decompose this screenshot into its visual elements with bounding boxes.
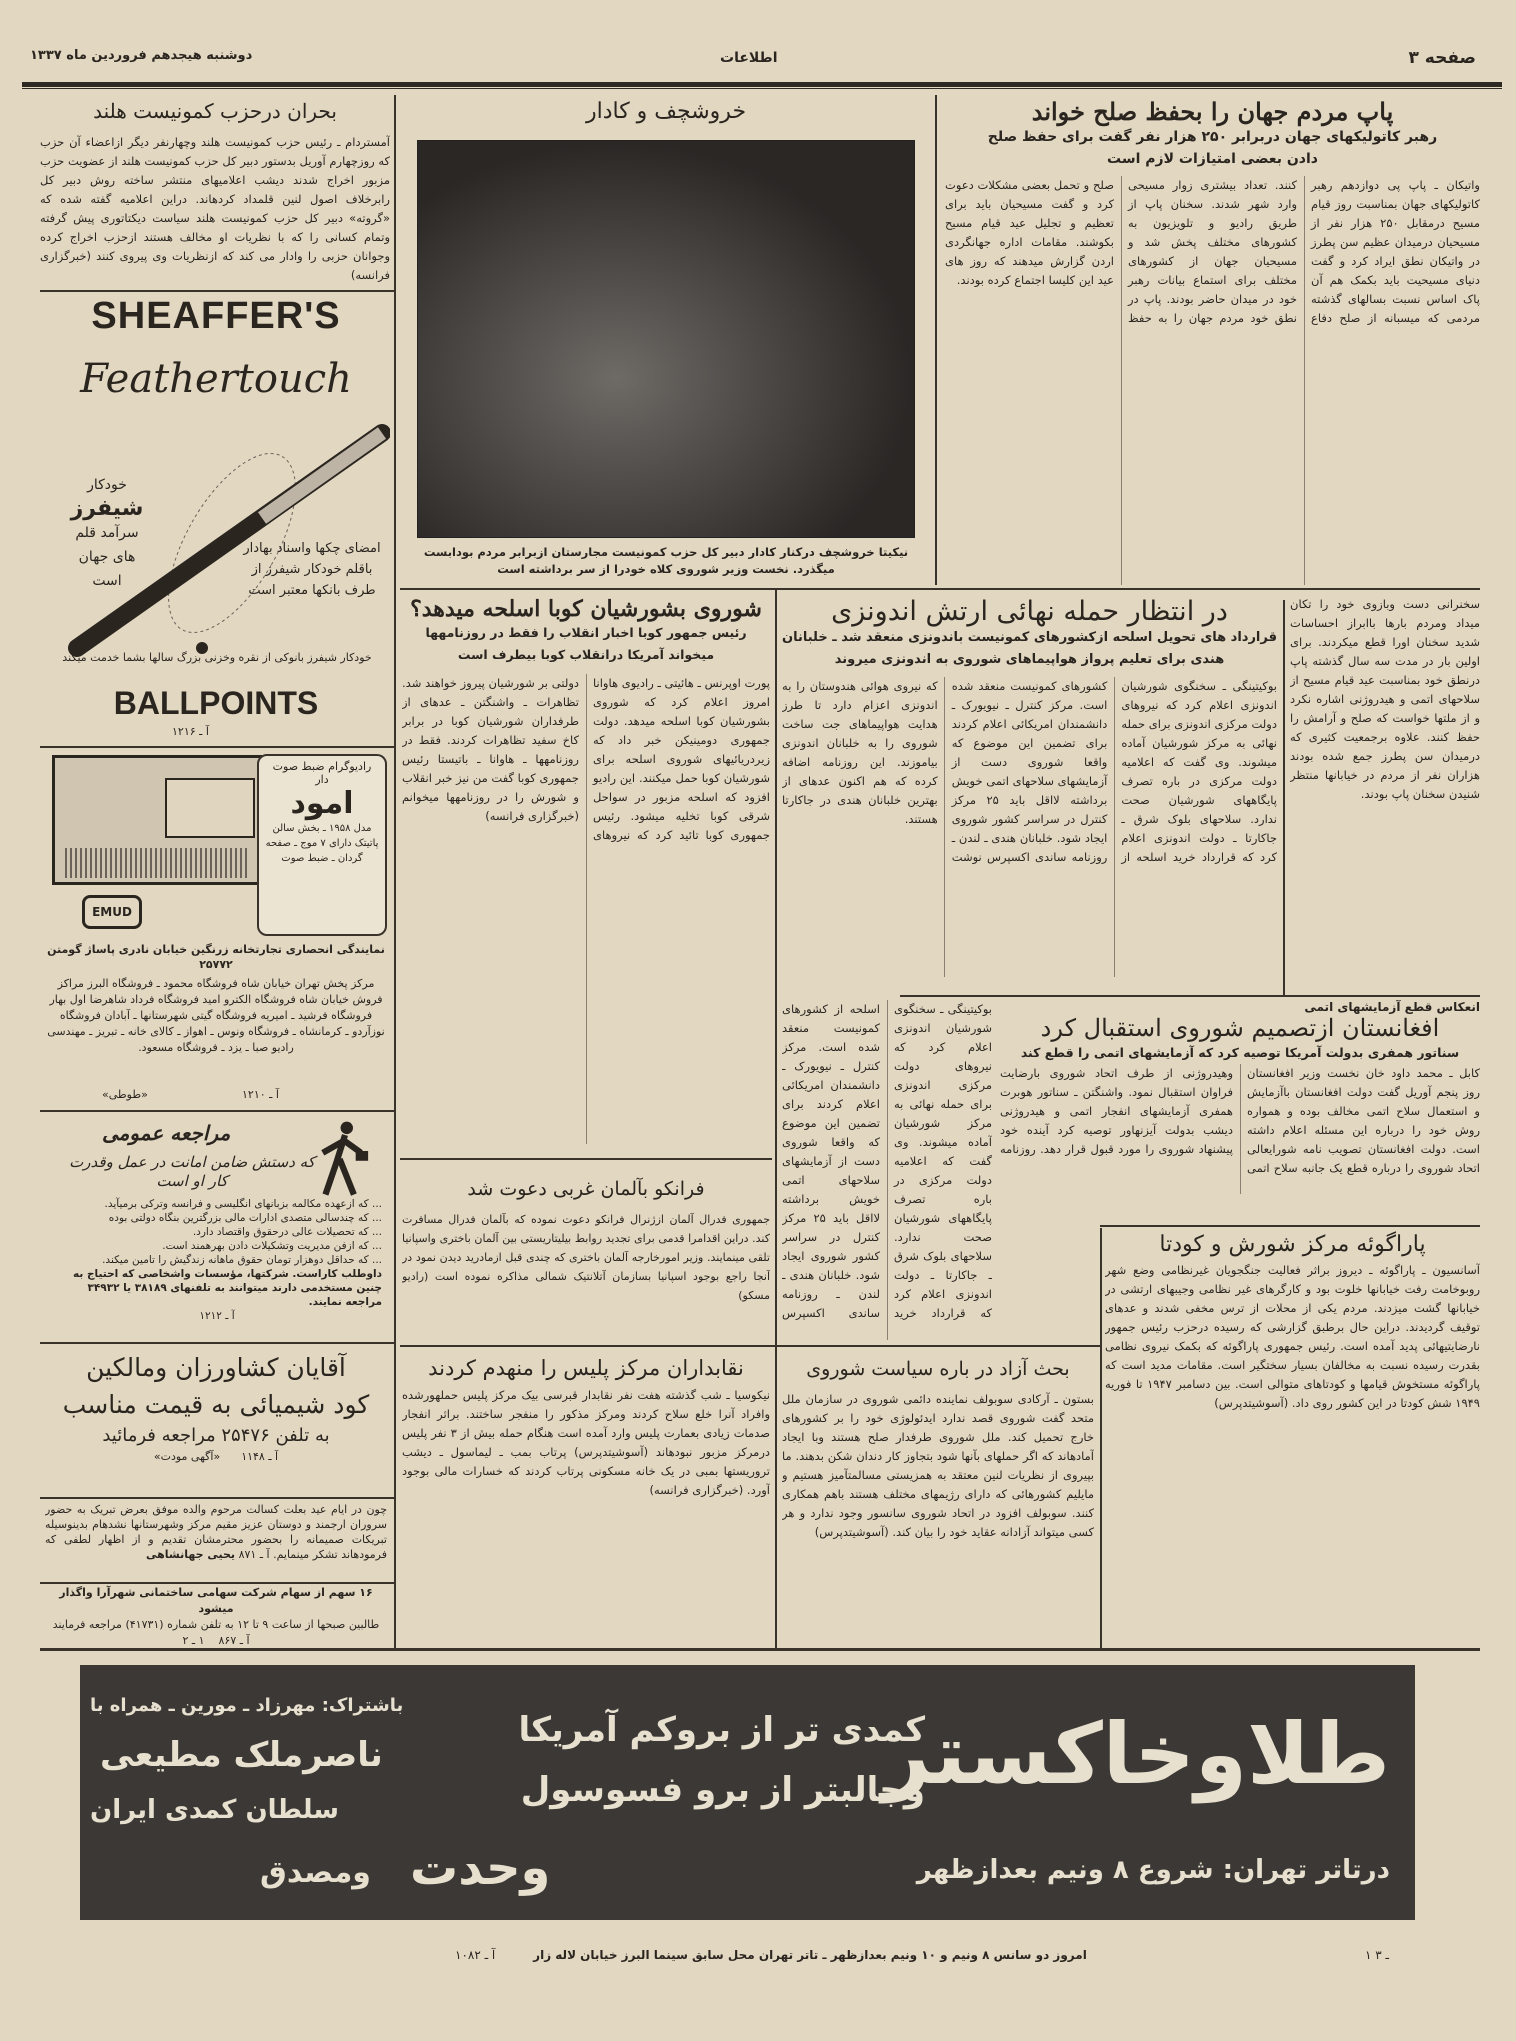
emud-logo: EMUD	[82, 895, 142, 929]
ad-line: طالبین صبحها از ساعت ۹ تا ۱۲ به تلفن شماره (۴۱۷۳۱) مراجعه فرمایند	[52, 1618, 380, 1631]
section-rule	[40, 1342, 394, 1344]
section-rule	[1100, 1225, 1480, 1227]
ad-code: آ ـ ۱۲۱۶	[172, 725, 209, 738]
ad-brand: امود	[290, 786, 354, 821]
headline: در انتظار حمله نهائی ارتش اندونزی	[831, 596, 1228, 627]
ad-code: ۱ ـ ۳	[1365, 1948, 1390, 1962]
ad-line: کود شیمیائی به قیمت مناسب	[62, 1390, 370, 1419]
article-cyprus-police	[402, 1350, 770, 1645]
article-pope-continued: سخنرانی دست وبازوی خود را تکان میداد ومردم بارها باابراز احساسات شدید سخنان اورا قطع میکردند. برای اولین بار در مدت سه سال گذشته پاپ درنطق خود بمناسبت عید قیام مسیح از سلاحهای اتمی و هیدروژنی اشاره نکرد و از ملتها خواست که صلح و آرامش را حفظ کنند. علاوه برجمعیت کثیری که درمیدان سن پطرز جمع شده بودند هزاران نفر از مردم در خیابانها منتظر شنیدن سخنان پاپ بودند.	[1290, 597, 1480, 801]
article-dutch-communist	[40, 95, 390, 287]
subheadline: قرارداد های تحویل اسلحه ازکشورهای کمونیست باندونزی منعقد شد ـ خلبانان هندی برای تعلیم پرواز هواپیماهای شوروی به اندونزی میروند	[782, 630, 1277, 667]
ad-items	[52, 1197, 382, 1323]
ad-line: خودکار	[87, 477, 127, 493]
ad-headline: رادیوگرام ضبط صوت دار	[272, 760, 372, 786]
kicker: انعکاس قطع آزمایشهای اتمی	[1304, 1000, 1480, 1014]
movie-cast: ومصدق	[260, 1855, 371, 1890]
section-rule	[400, 1158, 772, 1160]
ad-line: آقایان کشاورزان ومالکین	[86, 1353, 346, 1382]
headline: پاراگوئه مرکز شورش و کودتا	[1159, 1232, 1426, 1257]
ad-dealers: مرکز پخش تهران خیابان شاه فروشگاه محمود ـ فروشگاه البرز مراکز فروش خیابان شاه فروشگاه الکترو امید فروشگاه فرداد شاهرضا اول بهار فروشگاه فرشید ـ امیریه فروشگاه گیتی شهرستانها ـ آبادان فروشگاه نوزآردو ـ کرمانشاه ـ فروشگاه ونوس ـ اهواز ـ کالای خانه ـ تبریز ـ مهندسی رادیو صبا ـ یزد ـ فروشگاه مسعود.	[47, 977, 385, 1054]
article-body: کابل ـ محمد داود خان نخست وزیر افغانستان روز پنجم آوریل گفت دولت افغانستان باآزمایش و استعمال سلاح اتمی مخالف بوده و همواره روش خود را درباره این مسئله اعلام داشته است. دولت افغانستان تصویب نامه شورایعالی اتحاد شوروی را درباره قطع یک جانبه سلاح اتمی وهیدروژنی از طرف اتحاد شوروی بارضایت فراوان استقبال نمود. واشنگتن ـ سناتور هوبرت همفری آزمایشهای انفجار اتمی و هیدروژنی دیشب بدولت آیزنهاور توصیه کرد آینده خود پیشنهاد شوروی را مورد قبول قرار دهد. روزنامه	[1000, 1066, 1480, 1175]
ad-line: شیفرز	[70, 496, 144, 521]
ad-shares	[45, 1585, 387, 1645]
ad-employee	[42, 1113, 390, 1340]
bottom-rule	[40, 1648, 1480, 1651]
headline: پاپ مردم جهان را بحفظ صلح خواند	[1031, 97, 1394, 126]
subheadline: سناتور همفری بدولت آمریکا توصیه کرد که آزمایشهای اتمی را قطع کند	[1020, 1045, 1460, 1060]
headline: بحران درحزب کمونیست هلند	[93, 99, 337, 123]
article-indonesia	[782, 592, 1277, 992]
section-rule	[40, 290, 394, 292]
article-body: پورت اوپرنس ـ هائیتی ـ رادیوی هاوانا امروز اعلام کرد که شوروی بشورشیان کوبا اسلحه میدهد. دولت جمهوری دومینیکن خبر داد که زیردریائیهای شوروی اسلحه برای شورشیان کوبا حمل میکنند. این رادیو افزود که اسلحه مزبور در سواحل شرقی کوبا تخلیه میشود. رئیس جمهوری کوبا تائید کرد که نیروهای دولتی بر شورشیان پیروز خواهند شد. تظاهرات ـ واشنگتن ـ عدهای از طرفداران شورشیان کوبا در برابر کاخ سفید تظاهرات کردند. فقط در روزنامهها ـ هاوانا ـ باتیستا رئیس جمهوری کوبا گفت من نیز خبر انقلاب و شورش را در روزنامهها میخوانم (خبرگزاری فرانسه)	[402, 676, 770, 842]
movie-tagline: کمدی تر از بروکم آمریکا	[518, 1710, 925, 1750]
article-paraguay	[1105, 1228, 1480, 1643]
column-rule	[775, 590, 777, 1650]
notice-body: چون در ایام عید بعلت کسالت مرحوم والده موفق بعرض تبریک به حضور سروران ارجمند و دوستان عزیز مقیم مرکز وشهرستانها نشدهام بدینوسیله تبریکات صمیمانه را بحضور محترمشان تقدیم و از اظهار لطفی که فرمودهاند تشکر مینمایم.	[45, 1503, 387, 1561]
headline: فرانکو بآلمان غربی دعوت شد	[467, 1178, 705, 1200]
radiogram-illustration	[52, 755, 262, 885]
movie-cast: ناصرملک مطیعی	[100, 1735, 383, 1775]
ad-item: ... که حداقل دوهزار تومان حقوق ماهانه زندگیش را تامین میکند.	[102, 1254, 382, 1266]
subheadline: رئیس جمهور کوبا اخبار انقلاب را فقط در روزنامهها میخواند آمریکا درانقلاب کوبا بیطرف است	[425, 625, 747, 662]
article-franco	[402, 1162, 770, 1342]
section-rule	[40, 746, 394, 748]
ad-line: سرآمد قلم های جهان است	[75, 525, 139, 589]
masthead-rule	[22, 82, 1502, 90]
column-rule	[935, 95, 937, 585]
walking-man-icon	[315, 1119, 375, 1199]
notice-thanks	[45, 1502, 387, 1580]
ad-text	[62, 473, 152, 593]
article-body: نیکوسیا ـ شب گذشته هفت نفر نقابدار قبرسی بیک مرکز پلیس حملهورشده وافراد آنرا خلع سلاح کردند ومرکز مذکور را منفجر ساختند. براثر انفجار صدمات زیادی بعمارت پلیس وارد آمده است هنگام حمله بیش از ۳ نفر پلیس درمرکز مزبور نبودهاند (آسوشیتدپرس) پرتاب بمب ـ لیماسول ـ دیشب تروریستها بمبی در یک خانه مسکونی پرتاب کردند که خسارات مالی بوجود آورد. (خبرگزاری فرانسه)	[402, 1388, 770, 1497]
headline: شوروی بشورشیان کوبا اسلحه میدهد؟	[410, 596, 762, 622]
ad-brand: SHEAFFER'S	[91, 295, 341, 337]
ad-item: ... که ازفن مدیریت وتشکیلات دادن بهرهمند است.	[162, 1240, 382, 1252]
ad-details: مدل ۱۹۵۸ ـ بخش سالن پاتیتک دارای ۷ موج ـ صفحه گردان ـ ضبط صوت	[265, 823, 379, 864]
ad-code: ۱ ـ ۲	[182, 1634, 205, 1645]
section-rule	[40, 1497, 394, 1499]
movie-venue: درتاتر تهران: شروع ۸ ونیم بعدازظهر	[916, 1855, 1390, 1885]
ad-code: آ ـ ۱۲۱۲	[199, 1310, 235, 1322]
ad-title: مراجعه عمومی	[102, 1121, 231, 1145]
headline: افغانستان ازتصمیم شوروی استقبال کرد	[1040, 1014, 1440, 1042]
article-pope	[945, 95, 1480, 585]
section-rule	[400, 1345, 1100, 1347]
notice-signature: یحیی جهانشاهی	[146, 1548, 236, 1561]
article-body: جمهوری فدرال آلمان ازژنرال فرانکو دعوت نموده که بآلمان فدرال مسافرت کند. دراین اقدامرا قدمی برای تجدید روابط بیلیتاریستی بین آلمان باختری واسپانیا تلقی مینمایند. وزیر امورخارجه آلمان باختری که چندی قبل ازمادرید دیدن نمود در آنجا راجع بوجود اسپانیا بسازمان آتلانتیک شمالی مذاکره نموده است (رادیو مسکو)	[402, 1213, 770, 1302]
ad-code: آ ـ ۱۲۱۰	[242, 1088, 279, 1101]
column-rule	[1100, 1228, 1102, 1648]
movie-title: طلاوخاکستر	[881, 1705, 1390, 1803]
article-body: بستون ـ آرکادی سوبولف نماینده دائمی شوروی در سازمان ملل متحد گفت شوروی قصد ندارد ایدئولوژی خود را بر کشورهای خارج تحمیل کند. ملل شوروی طرفدار صلح هستند وبا ایجاد آمادهاند که اگر حملهای بآنها شود بتجاوز کار دندان شکن بدهند. ما بپیروی از نظریات لنین معتقد به همزیستی مسالمتآمیز هستیم و مایلیم کشورهائی که دارای رژیمهای مختلف هستند باهم همکاری کنند. سوبولف افزود در اتحاد شوروی سانسور وجود ندارد و هر کسی میتواند آزادانه عقاید خود را بیان کند. (آسوشیتدپرس)	[782, 1392, 1094, 1539]
article-afghanistan	[1000, 998, 1480, 1223]
article-body: آمستردام ـ رئیس حزب کمونیست هلند وچهارنفر دیگر ازاعضاء آن حزب که روزچهارم آوریل بدستور دبیر کل حزب کمونیست هلند از عضویت حزب مزبور اخراج شدند دیشب اعلامیهای منتشر ساخته روش دبیر کل رابرخلاف اصول لنین قلمداد کردهاند. دراین اعلامیه گفته شده که «گروته» دبیر کل حزب کمونیست هلند سیاست دیکتاتوری پیش گرفته وتمام کسانی را که با نظریات او مخالف هستند ازحزب اخراج کرده وجوانان حزبی را وادار می کند که ازنظریات وی پیروی کنند (خبرگزاری فرانسه)	[40, 135, 390, 282]
ad-movie-banner	[80, 1665, 1415, 1920]
subheadline: رهبر کاتولیکهای جهان دربرابر ۲۵۰ هزار نفر گفت برای حفظ صلح دادن بعضی امتیازات لازم است	[987, 129, 1438, 167]
ad-footer: داوطلب کاراست. شرکتها، مؤسسات واشخاصی که احتیاج به چنین مستخدمی دارند میتوانند به تلفنهای ۳۸۱۸۹ یا ۳۴۹۳۲ مراجعه نمایند.	[73, 1268, 382, 1308]
movie-cast: وحدت	[410, 1840, 551, 1896]
ad-line: به تلفن ۲۵۴۷۶ مراجعه فرمائید	[102, 1425, 330, 1446]
ad-text: امضای چکها واسناد بهادار باقلم خودکار شیفرز از طرف بانکها معتبر است	[243, 541, 381, 598]
issue-date: دوشنبه هیجدهم فروردین ماه ۱۳۳۷	[30, 48, 253, 63]
movie-cast: سلطان کمدی ایران	[90, 1795, 339, 1825]
ad-code: آ ـ ۱۱۴۸	[241, 1450, 279, 1463]
section-rule	[40, 1110, 394, 1112]
ad-tagline: که دستش ضامن امانت در عمل وقدرت کار او است	[69, 1153, 315, 1190]
ad-credit: «طوطی»	[102, 1088, 148, 1101]
section-rule	[400, 588, 1480, 590]
column-rule	[1283, 600, 1285, 995]
page-number: صفحه ۳	[1408, 48, 1476, 68]
movie-footer: امروز دو سانس ۸ ونیم و ۱۰ ونیم بعدازظهر ـ تاتر تهران محل سابق سینما البرز خیابان لاله زار	[533, 1948, 1087, 1962]
ad-code: آ ـ ۸۷۱	[238, 1548, 270, 1561]
ad-item: ... که تحصیلات عالی درحقوق واقتصاد دارد.	[192, 1226, 382, 1238]
ad-text: خودکار شیفرز بانوکی از نقره وخزنی بزرگ سالها بشما خدمت میکند	[62, 651, 372, 664]
ad-code: آ ـ ۱۰۸۲	[455, 1948, 496, 1962]
ad-line: ۱۶ سهم از سهام شرکت سهامی ساختمانی شهرآرا واگذار میشود	[59, 1586, 373, 1615]
ad-item: ... که ازعهده مکالمه بزبانهای انگلیسی و فرانسه وترکی برمیآید.	[104, 1198, 382, 1210]
section-rule	[40, 1582, 394, 1584]
movie-tagline: وجالبتر از برو فسوسول	[520, 1770, 925, 1810]
article-body: آسانسیون ـ پاراگوئه ـ دیروز براثر فعالیت جنگجویان غیرنظامی وضع شهر روبوخامت رفت خیابانها خلوت بود و کارگرهای غیر نظامی وجیبهای ارتشی در خیابانها گشت میزدند. مردم یکی از محلات از ترس مخفی شدند و عدهای توقیف گردیدند. دراین حال برطبق گزارشی که رسیده درحزب رئیس جمهور نارضایتیهائی پدید آمده است. رئیس جمهوری پاراگوئه که بکمک نیروی نظامی بقدرت رسیده نسبت به مخالفان بسیار سختگیر است. مقامات مدید است که پاراگوئه مستخوش قیامها و کودتاهای متوالی است. بین دسامبر ۱۹۴۷ تا فوریه ۱۹۴۹ شش کودتا در این کشور روی داد. (آسوشیتدپرس)	[1105, 1263, 1480, 1410]
ad-product: BALLPOINTS	[113, 685, 319, 721]
article-soviet-debate	[782, 1350, 1094, 1645]
photo-caption: نیکیتا خروشچف درکنار کادار دبیر کل حزب کمونیست مجارستان ازبرابر مردم بودابست میگذرد. نخست وزیر شوروی کلاه خودرا از سر برداشته است	[423, 545, 909, 576]
article-khrushchev	[400, 95, 932, 585]
ad-sheaffer	[42, 293, 390, 743]
ad-credit: «آگهی مودت»	[153, 1450, 221, 1463]
ad-agent: نمایندگی انحصاری تجارتخانه زرنگین خیابان نادری پاساژ گومتن ۲۵۷۷۲	[47, 943, 385, 971]
ad-model: Feathertouch	[80, 356, 352, 402]
headline: نقابداران مرکز پلیس را منهدم کردند	[428, 1356, 744, 1380]
article-body: بوکیتینگی ـ سخنگوی شورشیان اندونزی اعلام کرد که نیروهای دولت مرکزی اندونزی برای حمله نهائی به مرکز شورشیان آماده میشوند. وی گفت که اعلامیه دولت مرکزی در باره تصرف پایگاههای شورشیان صحت ندارد. سلاحهای بلوک شرق ـ جاکارتا ـ دولت اندونزی اعلام کرد که قرارداد خرید اسلحه از کشورهای کمونیست منعقد شده است. مرکز کنترل ـ نیویورک ـ دانشمندان امریکائی اعلام کردند برای تضمین این موضوع که واقعا شوروی دست از آزمایشهای سلاحهای اتمی خویش برداشته لااقل باید ۲۵ مرکز کنترل در سراسر کشور شوروی ایجاد شود. خلبانان هندی ـ لندن ـ روزنامه ساندی اکسپرس نوشت که نیروی هوائی هندوستان را به اندونزی اعزام دارد تا طرز هدایت هواپیماهای جت ساخت شوروی را به خلبانان اندونزی بیاموزند. این روزنامه اضافه کرده که هم اکنون عدهای از بهترین خلبانان هندی در جاکارتا هستند.	[782, 679, 1277, 864]
column-rule	[394, 95, 396, 1650]
movie-cast-intro: باشتراک: مهرزاد ـ مورین ـ همراه با	[90, 1695, 404, 1716]
article-cuba	[402, 592, 770, 1157]
article-body: واتیکان ـ پاپ پی دوازدهم رهبر کاتولیکهای جهان بمناسبت روز قیام مسیح درمقابل ۲۵۰ هزار نفر از مسیحیان درمیدان عظیم سن پطرز در واتیکان نطق ایراد کرد و گفت دنیای مسیحیت باید بکمک هم آن پاک اساس نسبت بسالهای گذشته مردمی که میسبانه از صلح دفاع کنند. تعداد بیشتری زوار مسیحی وارد شهر شدند. سخنان پاپ از طریق رادیو و تلویزیون به کشورهای مختلف پخش شد و مسیحیان جهان از کشورهای مختلف برای استماع بیانات رهبر خود در میدان حاضر بودند. پاپ در نطق خود مردم جهان را به حفظ صلح و تحمل بعضی مشکلات دعوت کرد و گفت مسیحیان باید برای تعظیم و تجلیل عید قیام مسیح بکوشند. مقامات اداره جهانگردی اردن گزارش میدهند که روز های عید این کلیسا اجتماع کرده بودند.	[945, 178, 1480, 325]
article-indonesia-continued: بوکیتینگی ـ سخنگوی شورشیان اندونزی اعلام کرد که نیروهای دولت مرکزی اندونزی برای حمله نهائی به مرکز شورشیان آماده میشوند. وی گفت که اعلامیه دولت مرکزی در باره تصرف پایگاههای شورشیان صحت ندارد. سلاحهای بلوک شرق ـ جاکارتا ـ دولت اندونزی اعلام کرد که قرارداد خرید اسلحه از کشورهای کمونیست منعقد شده است. مرکز کنترل ـ نیویورک ـ دانشمندان امریکائی اعلام کردند برای تضمین این موضوع که واقعا شوروی دست از آزمایشهای سلاحهای اتمی خویش برداشته لااقل باید ۲۵ مرکز کنترل در سراسر کشور شوروی ایجاد شود. خلبانان هندی ـ لندن ـ روزنامه ساندی اکسپرس	[782, 1002, 992, 1320]
headline: خروشچف و کادار	[585, 99, 747, 124]
ad-item: ... که چندسالی متصدی ادارات مالی بزرگترین بنگاه دولتی بوده	[108, 1212, 382, 1224]
ad-code: آ ـ ۸۶۷	[218, 1634, 250, 1645]
ad-emud	[42, 750, 390, 1105]
ad-card	[257, 754, 387, 936]
newspaper-name: اطلاعات	[720, 50, 778, 66]
news-photo	[417, 140, 915, 538]
section-rule	[900, 995, 1480, 997]
ad-fertilizer	[42, 1345, 390, 1495]
headline: بحث آزاد در باره سیاست شوروی	[806, 1358, 1070, 1380]
